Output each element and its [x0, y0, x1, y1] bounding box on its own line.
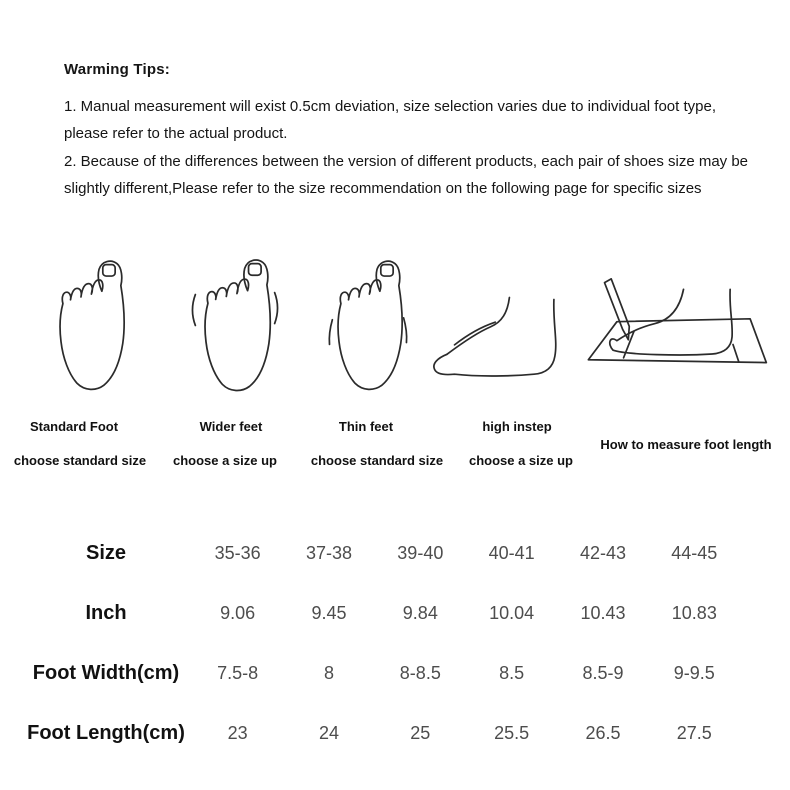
- table-row-foot-width: [20, 643, 740, 703]
- thin-line-left-icon: [329, 320, 332, 345]
- inch-value: 9.45: [311, 602, 347, 623]
- thin-line-right-icon: [404, 318, 407, 343]
- inch-value: 9.84: [402, 602, 438, 623]
- width-arc-right-icon: [275, 293, 278, 324]
- tip-2: 2. Because of the differences between the version of different products, each pair of shoes size may be slightly different,Please refer to the size recommendation on the following page for specific sizes: [64, 152, 749, 197]
- row-header-foot-width: Foot Width(cm): [32, 661, 180, 684]
- warming-tips-title: Warming Tips:: [64, 61, 170, 78]
- inch-value: 10.04: [489, 602, 535, 623]
- foot-profile-icon: [434, 298, 556, 376]
- foot-width-value: 8-8.5: [399, 662, 441, 683]
- paper-sheet-icon: [588, 319, 766, 363]
- foot-length-value: 23: [227, 722, 248, 743]
- size-value: 44-45: [671, 542, 718, 563]
- advice-thin-feet: choose standard size: [310, 453, 444, 468]
- heel-mark-line-icon: [733, 345, 739, 362]
- toenail-icon: [381, 265, 393, 276]
- table-row-size: [20, 523, 740, 583]
- warming-tips-section: [64, 56, 759, 203]
- row-header-inch: Inch: [85, 601, 127, 624]
- caption-high-instep: high instep: [482, 419, 552, 434]
- size-value: 37-38: [305, 542, 353, 563]
- table-row-foot-length: [20, 703, 740, 763]
- foot-width-value: 8.5: [499, 662, 525, 683]
- size-value: 35-36: [214, 542, 261, 563]
- caption-measure: How to measure foot length: [600, 437, 772, 452]
- high-instep-diagram: [428, 286, 570, 381]
- width-arc-left-icon: [192, 295, 195, 326]
- caption-wider-feet: Wider feet: [199, 419, 263, 434]
- footprint-outline-icon: [329, 261, 406, 389]
- wider-feet-diagram: [185, 252, 285, 397]
- foot-width-value: 9-9.5: [673, 662, 715, 683]
- foot-width-value: 7.5-8: [217, 662, 259, 683]
- caption-standard-foot: Standard Foot: [29, 419, 119, 434]
- row-header-foot-length: Foot Length(cm): [27, 721, 185, 744]
- row-header-size: Size: [85, 541, 127, 564]
- standard-foot-diagram: [42, 252, 137, 397]
- table-row-inch: [20, 583, 740, 643]
- caption-thin-feet: Thin feet: [338, 419, 394, 434]
- inch-value: 10.83: [671, 602, 717, 623]
- inch-value: 10.43: [580, 602, 626, 623]
- size-table: [20, 523, 740, 763]
- footprint-outline-icon: [192, 260, 277, 390]
- advice-high-instep: choose a size up: [468, 453, 574, 468]
- thin-feet-diagram: [320, 252, 415, 397]
- footprint-outline-icon: [60, 261, 124, 389]
- foot-length-value: 25.5: [494, 722, 530, 743]
- measure-foot-diagram: [574, 276, 774, 394]
- toenail-icon: [249, 264, 262, 276]
- foot-length-value: 25: [410, 722, 431, 743]
- inch-value: 9.06: [220, 602, 256, 623]
- advice-wider-feet: choose a size up: [172, 453, 278, 468]
- size-value: 42-43: [579, 542, 626, 563]
- pencil-icon: [605, 279, 630, 340]
- foot-length-value: 27.5: [676, 722, 712, 743]
- foot-length-value: 24: [318, 722, 339, 743]
- size-value: 39-40: [397, 542, 444, 563]
- foot-width-value: 8: [323, 662, 334, 683]
- instep-accent-line-icon: [455, 322, 496, 345]
- foot-width-value: 8.5-9: [582, 662, 624, 683]
- tip-1: 1. Manual measurement will exist 0.5cm deviation, size selection varies due to individual foot type, please refer to the actual product.: [64, 97, 716, 142]
- toenail-icon: [103, 265, 115, 276]
- foot-length-value: 26.5: [585, 722, 621, 743]
- size-value: 40-41: [488, 542, 535, 563]
- advice-standard-foot: choose standard size: [13, 453, 147, 468]
